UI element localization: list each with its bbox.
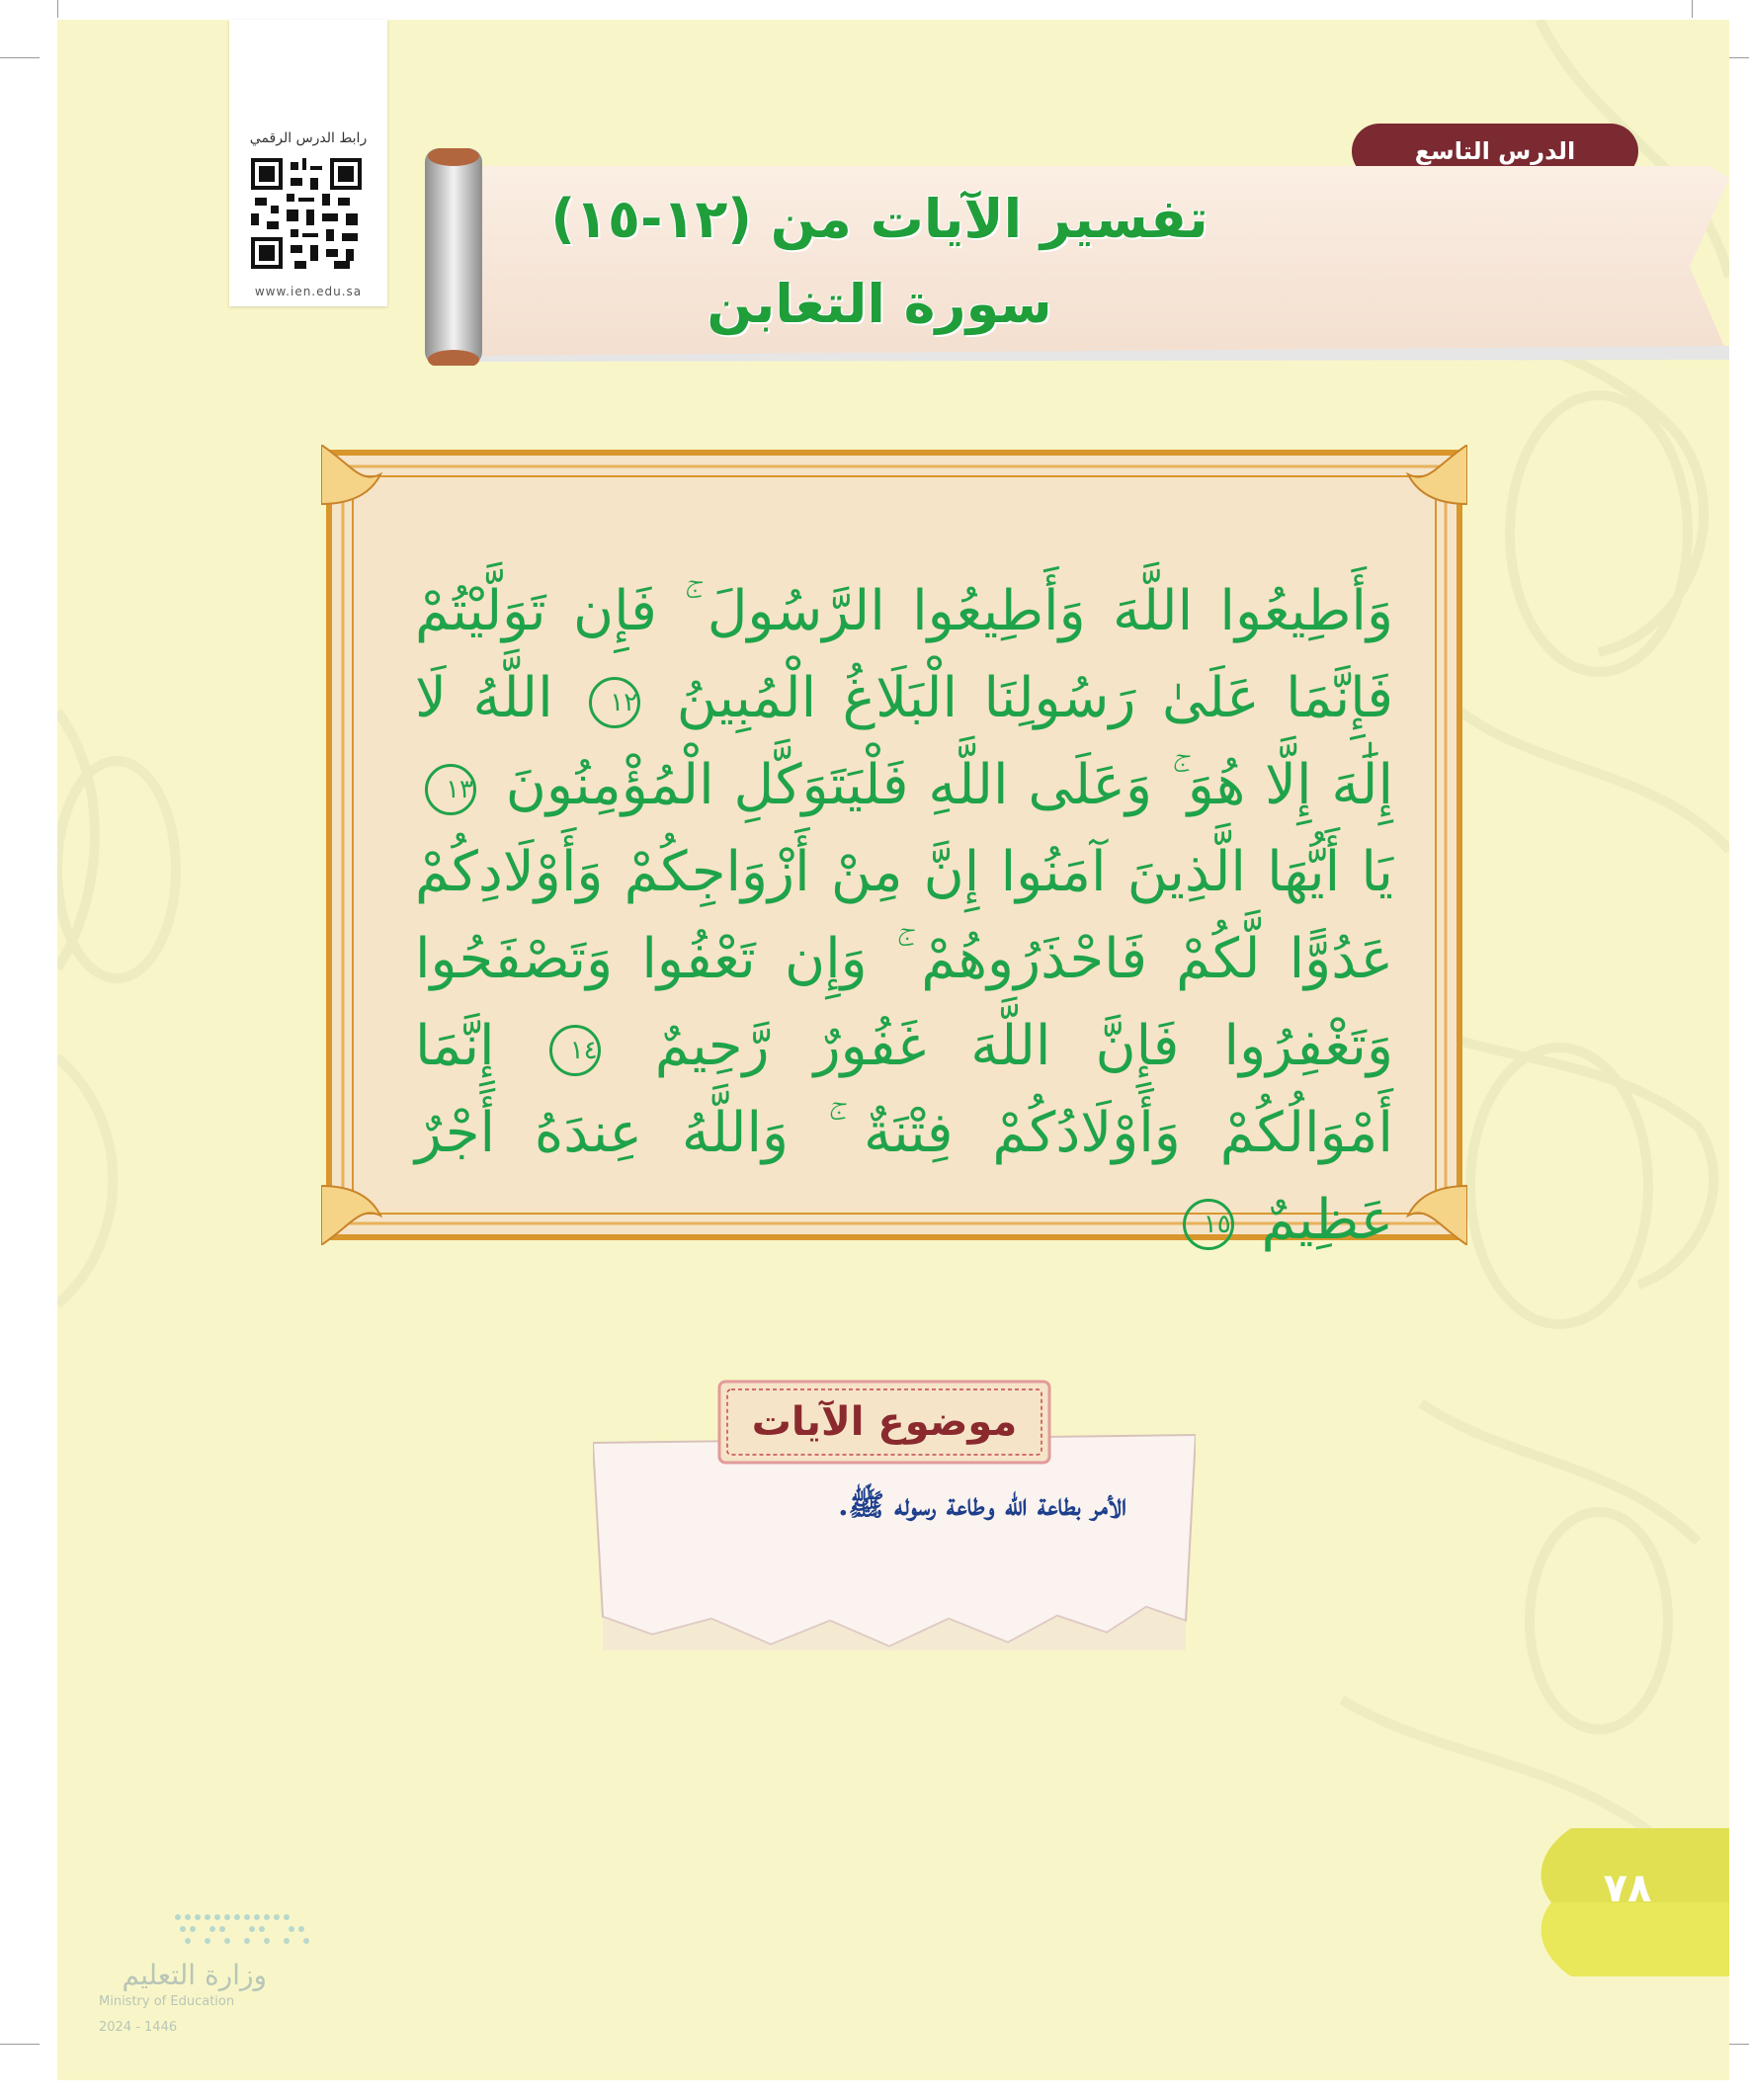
- qr-label: رابط الدرس الرقمي: [249, 130, 368, 146]
- qr-card[interactable]: [229, 20, 387, 306]
- verse-segment: وَأَطِيعُوا اللَّهَ وَأَطِيعُوا الرَّسُولَ ۚ فَإِن تَوَلَّيْتُمْ فَإِنَّمَا عَلَىٰ رَسُولِنَا الْبَلَاغُ الْمُبِينُ: [415, 579, 1393, 730]
- crop-mark: [0, 57, 40, 58]
- ayah-number: ١٥: [1183, 1199, 1234, 1250]
- crop-mark: [1692, 0, 1693, 18]
- verse-segment: اللَّهُ لَا إِلَٰهَ إِلَّا هُوَ ۚ وَعَلَى اللَّهِ فَلْيَتَوَكَّلِ الْمُؤْمِنُونَ: [415, 666, 1393, 817]
- ayah-number: ١٤: [549, 1025, 601, 1076]
- ministry-name-ar: وزارة التعليم: [122, 1959, 267, 1991]
- lesson-title: تفسير الآيات من (١٢-١٥): [550, 188, 1208, 250]
- crop-mark: [0, 2044, 40, 2045]
- ministry-year: 2024 - 1446: [99, 2020, 178, 2035]
- verse-segment: إِنَّمَا أَمْوَالُكُمْ وَأَوْلَادُكُمْ فِتْنَةٌ ۚ وَاللَّهُ عِندَهُ أَجْرٌ عَظِيمٌ: [415, 1014, 1393, 1252]
- ministry-logo-icon: [168, 1897, 326, 1955]
- lesson-badge: الدرس التاسع: [1352, 124, 1638, 179]
- qr-url[interactable]: www.ien.edu.sa: [254, 285, 363, 298]
- ayah-number: ١٣: [425, 764, 476, 815]
- crop-mark: [57, 0, 58, 18]
- lesson-subtitle: سورة التغابن: [707, 273, 1052, 335]
- verse-segment: يَا أَيُّهَا الَّذِينَ آمَنُوا إِنَّ مِنْ أَزْوَاجِكُمْ وَأَوْلَادِكُمْ عَدُوًّا لَّكُمْ فَاحْذَرُوهُمْ ۚ وَإِن تَعْفُوا وَتَصْفَحُوا وَتَغْفِرُوا فَإِنَّ اللَّهَ غَفُورٌ رَّحِيمٌ: [415, 840, 1394, 1078]
- verses-text: [415, 568, 1393, 1264]
- ministry-name-en: Ministry of Education: [99, 1994, 235, 2009]
- qr-code-icon[interactable]: [251, 158, 362, 269]
- ayah-number: ١٢: [589, 677, 640, 728]
- topic-heading: موضوع الآيات: [751, 1399, 1018, 1445]
- page-number: ٧٨: [1603, 1866, 1652, 1911]
- topic-text: الأمر بطاعة الله وطاعة رسوله ﷺ.: [838, 1488, 1126, 1523]
